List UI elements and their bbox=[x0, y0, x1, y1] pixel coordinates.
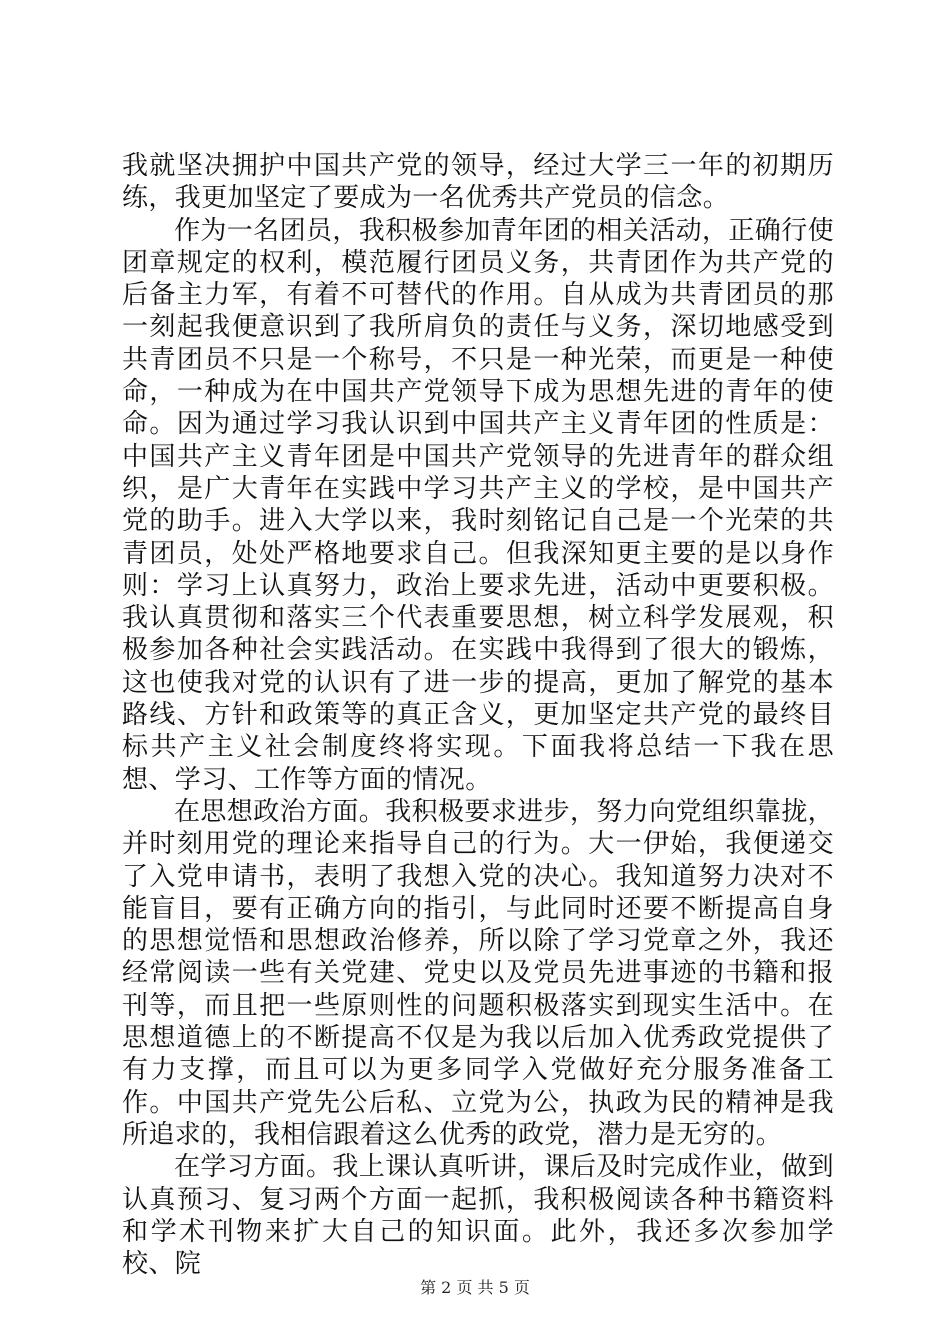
paragraph-study: 在学习方面。我上课认真听讲，课后及时完成作业，做到认真预习、复习两个方面一起抓，我积极阅读各种书籍资料和学术刊物来扩大自己的知识面。此外，我还多次参加学校、院 bbox=[122, 1152, 835, 1280]
paragraph-continuation: 我就坚决拥护中国共产党的领导，经过大学三一年的初期历练，我更加坚定了要成为一名优秀共产党员的信念。 bbox=[122, 151, 834, 214]
page-footer: 第 2 页 共 5 页 bbox=[420, 1278, 530, 1297]
document-body bbox=[122, 150, 834, 1280]
paragraph-league-member: 作为一名团员，我积极参加青年团的相关活动，正确行使团章规定的权利，模范履行团员义务，共青团作为共产党的后备主力军，有着不可替代的作用。自从成为共青团员的那一刻起我便意识到了我所肩负的责任与义务，深切地感受到共青团员不只是一个称号，不只是一种光荣，而更是一种使命，一种成为在中国共产党领导下成为思想先进的青年的使命。因为通过学习我认识到中国共产主义青年团的性质是：中国共产主义青年团是中国共产党领导的先进青年的群众组织，是广大青年在实践中学习共产主义的学校，是中国共产党的助手。进入大学以来，我时刻铭记自己是一个光荣的共青团员，处处严格地要求自己。但我深知更主要的是以身作则：学习上认真努力，政治上要求先进，活动中更要积极。我认真贯彻和落实三个代表重要思想，树立科学发展观，积极参加各种社会实践活动。在实践中我得到了很大的锻炼，这也使我对党的认识有了进一步的提高，更加了解党的基本路线、方针和政策等的真正含义，更加坚定共产党的最终目标共产主义社会制度终将实现。下面我将总结一下我在思想、学习、工作等方面的情况。 bbox=[122, 215, 835, 795]
paragraph-ideology-politics: 在思想政治方面。我积极要求进步，努力向党组织靠拢，并时刻用党的理论来指导自己的行为。大一伊始，我便递交了入党申请书，表明了我想入党的决心。我知道努力决对不能盲目，要有正确方向的指引，与此同时还要不断提高自身的思想觉悟和思想政治修养，所以除了学习党章之外，我还经常阅读一些有关党建、党史以及党员先进事迹的书籍和报刊等，而且把一些原则性的问题积极落实到现实生活中。在思想道德上的不断提高不仅是为我以后加入优秀政党提供了有力支撑，而且可以为更多同学入党做好充分服务准备工作。中国共产党先公后私、立党为公，执政为民的精神是我所追求的，我相信跟着这么优秀的政党，潜力是无穷的。 bbox=[122, 796, 835, 1150]
